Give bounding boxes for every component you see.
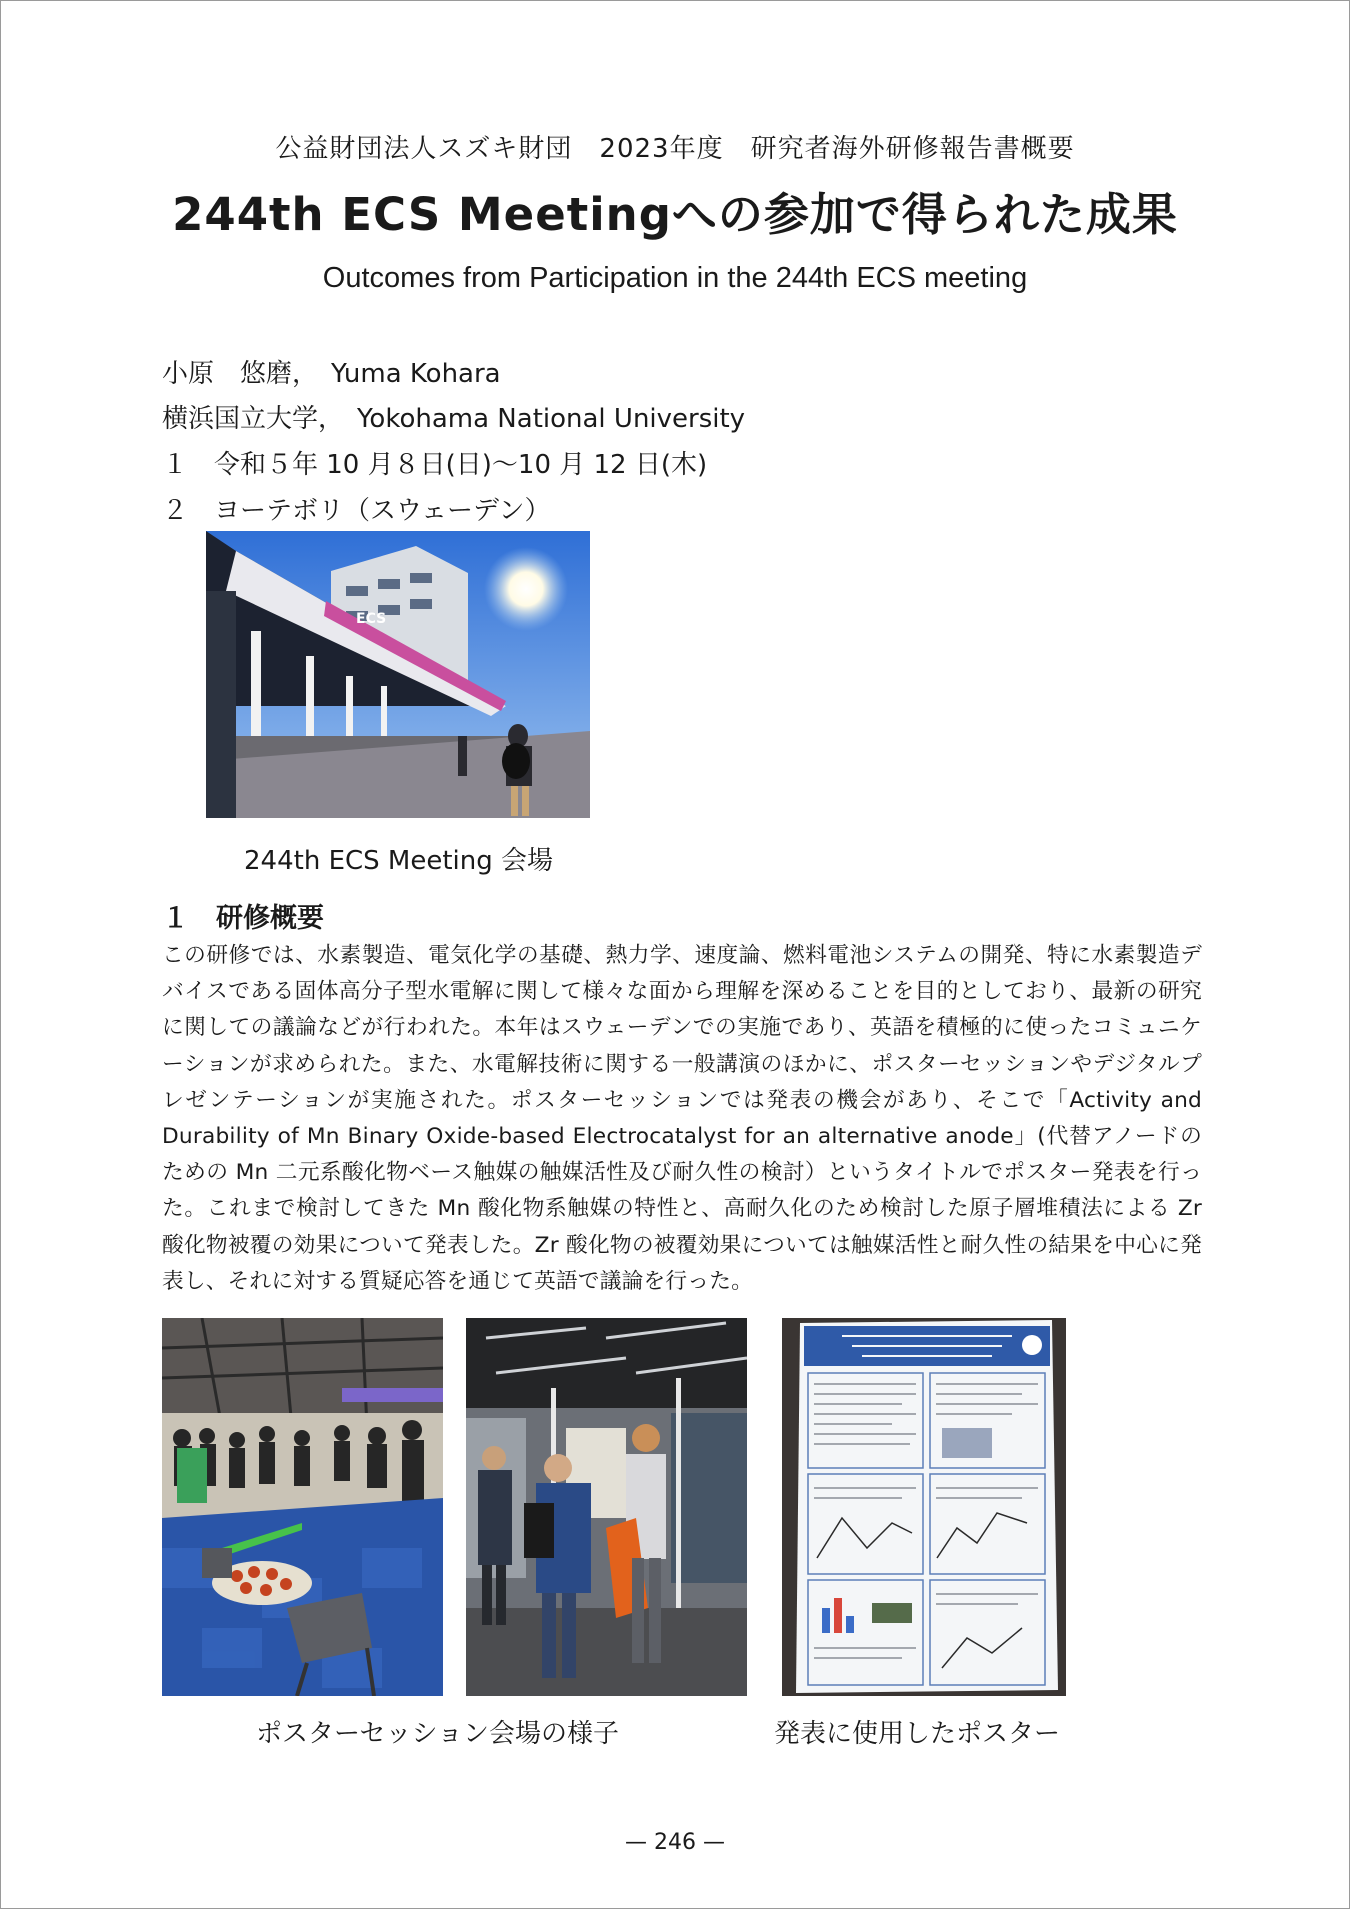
venue-sign-text: ECS [356, 611, 387, 627]
poster-session-photo-2 [466, 1318, 747, 1696]
report-header-line: 公益財団法人スズキ財団 2023年度 研究者海外研修報告書概要 [275, 134, 1075, 164]
venue-photo-caption: 244th ECS Meeting 会場 [244, 846, 554, 876]
section-heading: １ 研修概要 [162, 903, 324, 934]
author-affiliation: 横浜国立大学， Yokohama National University [162, 404, 746, 434]
venue-photo [206, 531, 590, 818]
section-body: この研修では、水素製造、電気化学の基礎、熱力学、速度論、燃料電池システムの開発、特に水素製造デバイスである固体高分子型水電解に関して様々な面から理解を深めることを目的としており、最新の研究に関しての議論などが行われた。本年はスウェーデンでの実施であり、英語を積極的に使ったコミュニケーションが求められた。また、水電解技術に関する一般講演のほかに、ポスターセッションやデジタルプレゼンテーションが実施された。ポスターセッションでは発表の機会があり、そこで「Activity and Durability of Mn Binary Oxide-based Electrocatalyst for an alternative anode」(代替アノードのための Mn 二元系酸化物ベース触媒の触媒活性及び耐久性の検討）というタイトルでポスター発表を行った。これまで検討してきた Mn 酸化物系触媒の特性と、高耐久化のため検討した原子層堆積法による Zr 酸化物被覆の効果について発表した。Zr 酸化物の被覆効果については触媒活性と耐久性の結果を中心に発表し、それに対する質疑応答を通じて英語で議論を行った。 [162, 943, 1202, 1294]
poster-session-photo-1 [162, 1318, 443, 1696]
author-name: 小原 悠磨， Yuma Kohara [162, 359, 501, 389]
meeting-dates: １ 令和５年 10 月８日(日)～10 月 12 日(木) [162, 450, 708, 480]
poster-photo [782, 1318, 1066, 1696]
page-number: — 246 — [625, 1830, 725, 1855]
poster-session-caption: ポスターセッション会場の様子 [256, 1719, 619, 1749]
poster-caption: 発表に使用したポスター [774, 1719, 1061, 1749]
report-title: 244th ECS Meetingへの参加で得られた成果 [172, 188, 1178, 241]
report-subtitle: Outcomes from Participation in the 244th ECS meeting [322, 262, 1028, 294]
meeting-location: ２ ヨーテボリ（スウェーデン） [162, 496, 551, 526]
